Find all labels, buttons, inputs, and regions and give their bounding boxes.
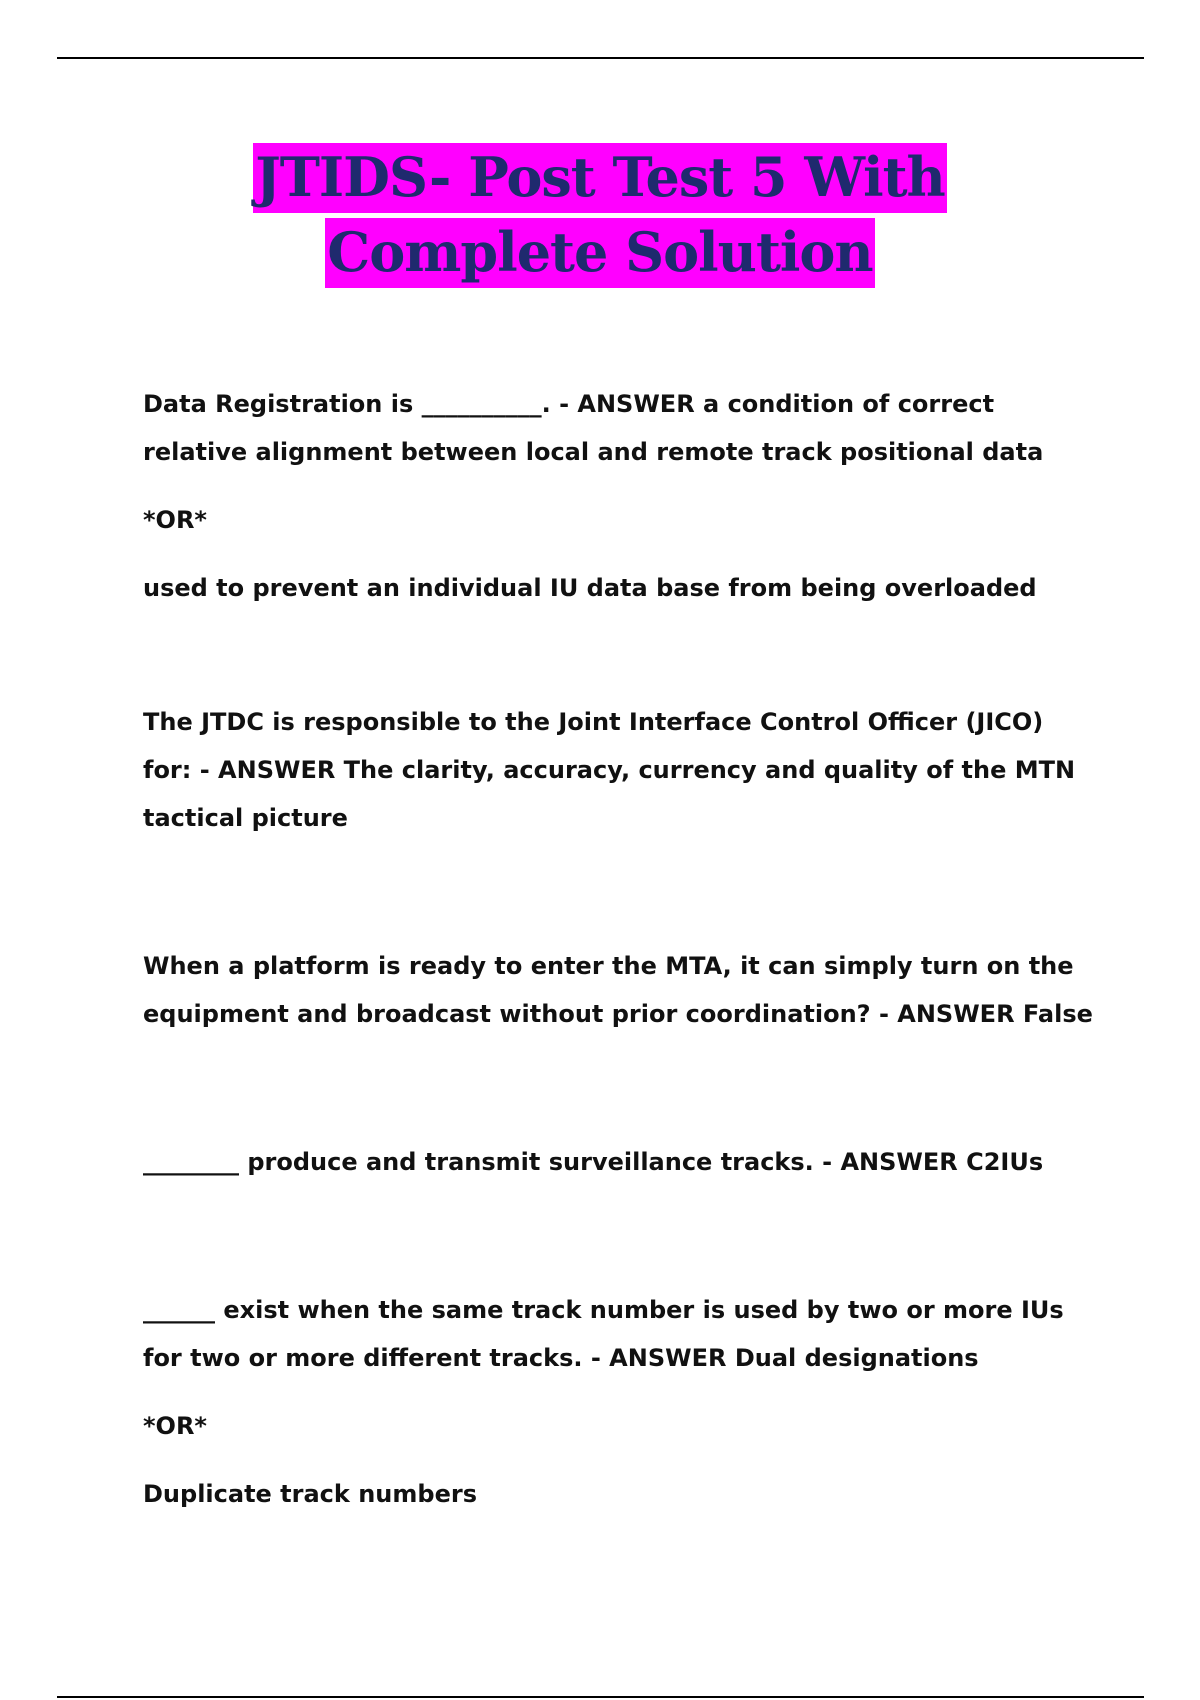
qa-item-4 [143, 1138, 1093, 1186]
qa-item-5 [143, 1286, 1093, 1518]
document-title [0, 140, 1200, 290]
question-answer: Data Registration is __________. - ANSWER a condition of correct relative alignment between local and remote track positional data [143, 390, 1044, 466]
qa-item-2 [143, 698, 1093, 842]
or-separator: *OR* [143, 506, 207, 534]
or-separator: *OR* [143, 1412, 207, 1440]
top-rule [57, 57, 1144, 59]
question-answer: When a platform is ready to enter the MTA, it can simply turn on the equipment and broadcast without prior coordination? - ANSWER False [143, 952, 1093, 1028]
qa-item-3 [143, 942, 1093, 1038]
title-line-1: JTIDS- Post Test 5 With [253, 143, 947, 213]
document-body [143, 380, 1093, 1518]
qa-item-1 [143, 380, 1093, 612]
alternate-answer: used to prevent an individual IU data base from being overloaded [143, 574, 1037, 602]
bottom-rule [57, 1696, 1144, 1698]
alternate-answer: Duplicate track numbers [143, 1480, 477, 1508]
question-answer: ________ produce and transmit surveillance tracks. - ANSWER C2IUs [143, 1148, 1044, 1176]
title-line-2: Complete Solution [325, 218, 874, 288]
question-answer: The JTDC is responsible to the Joint Interface Control Officer (JICO) for: - ANSWER The clarity, accuracy, currency and quality of the MTN tactical picture [143, 708, 1084, 832]
question-answer: ______ exist when the same track number is used by two or more IUs for two or more different tracks. - ANSWER Dual designations [143, 1296, 1073, 1372]
